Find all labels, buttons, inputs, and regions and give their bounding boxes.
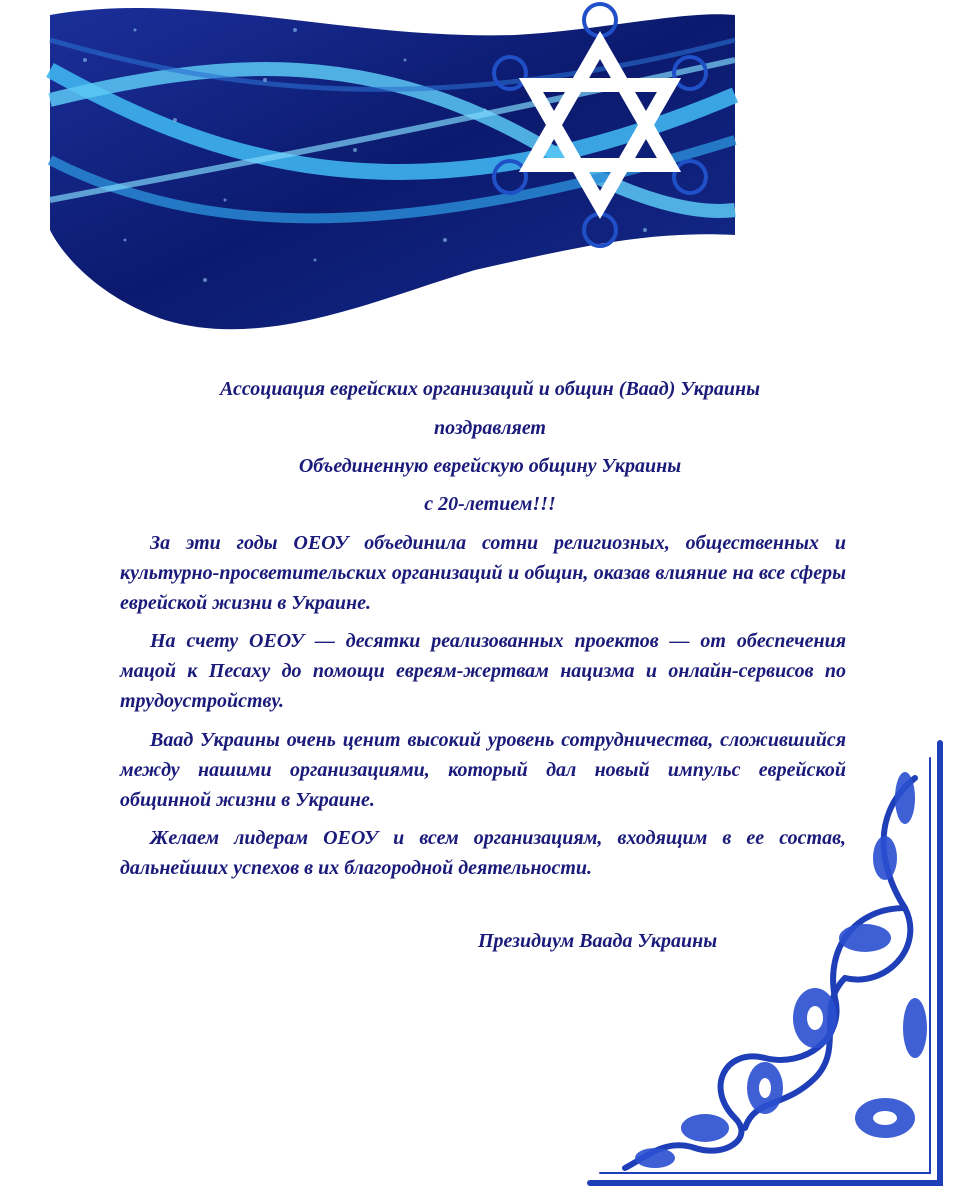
paragraph-1: За эти годы ОЕОУ объединила сотни религиозных, общественных и культурно-просветительских организаций и общин, оказав влияние на все сферы еврейской жизни в Украине. [120, 532, 846, 614]
signature: Президиум Ваада Украины [478, 930, 718, 952]
banner-star-of-david-wave [45, 0, 740, 345]
corner-ornament [585, 738, 960, 1188]
heading-anniversary: с 20-летием!!! [424, 493, 556, 515]
heading-community: Объединенную еврейскую общину Украины [298, 455, 682, 477]
heading-association: Ассоциация еврейских организаций и общин (Ваад) Украины [219, 378, 761, 400]
paragraph-2: На счету ОЕОУ — десятки реализованных проектов — от обеспечения мацой к Песаху до помощи евреям-жертвам нацизма и онлайн-сервисов по трудоустройству. [120, 630, 846, 712]
paragraph-4: Желаем лидерам ОЕОУ и всем организациям, входящим в ее состав, дальнейших успехов в их благородной деятельности. [120, 827, 846, 879]
heading-congratulates: поздравляет [434, 417, 546, 439]
paragraph-3: Ваад Украины очень ценит высокий уровень сотрудничества, сложившийся между нашими организациями, который дал новый импульс еврейской общинной жизни в Украине. [120, 729, 846, 811]
